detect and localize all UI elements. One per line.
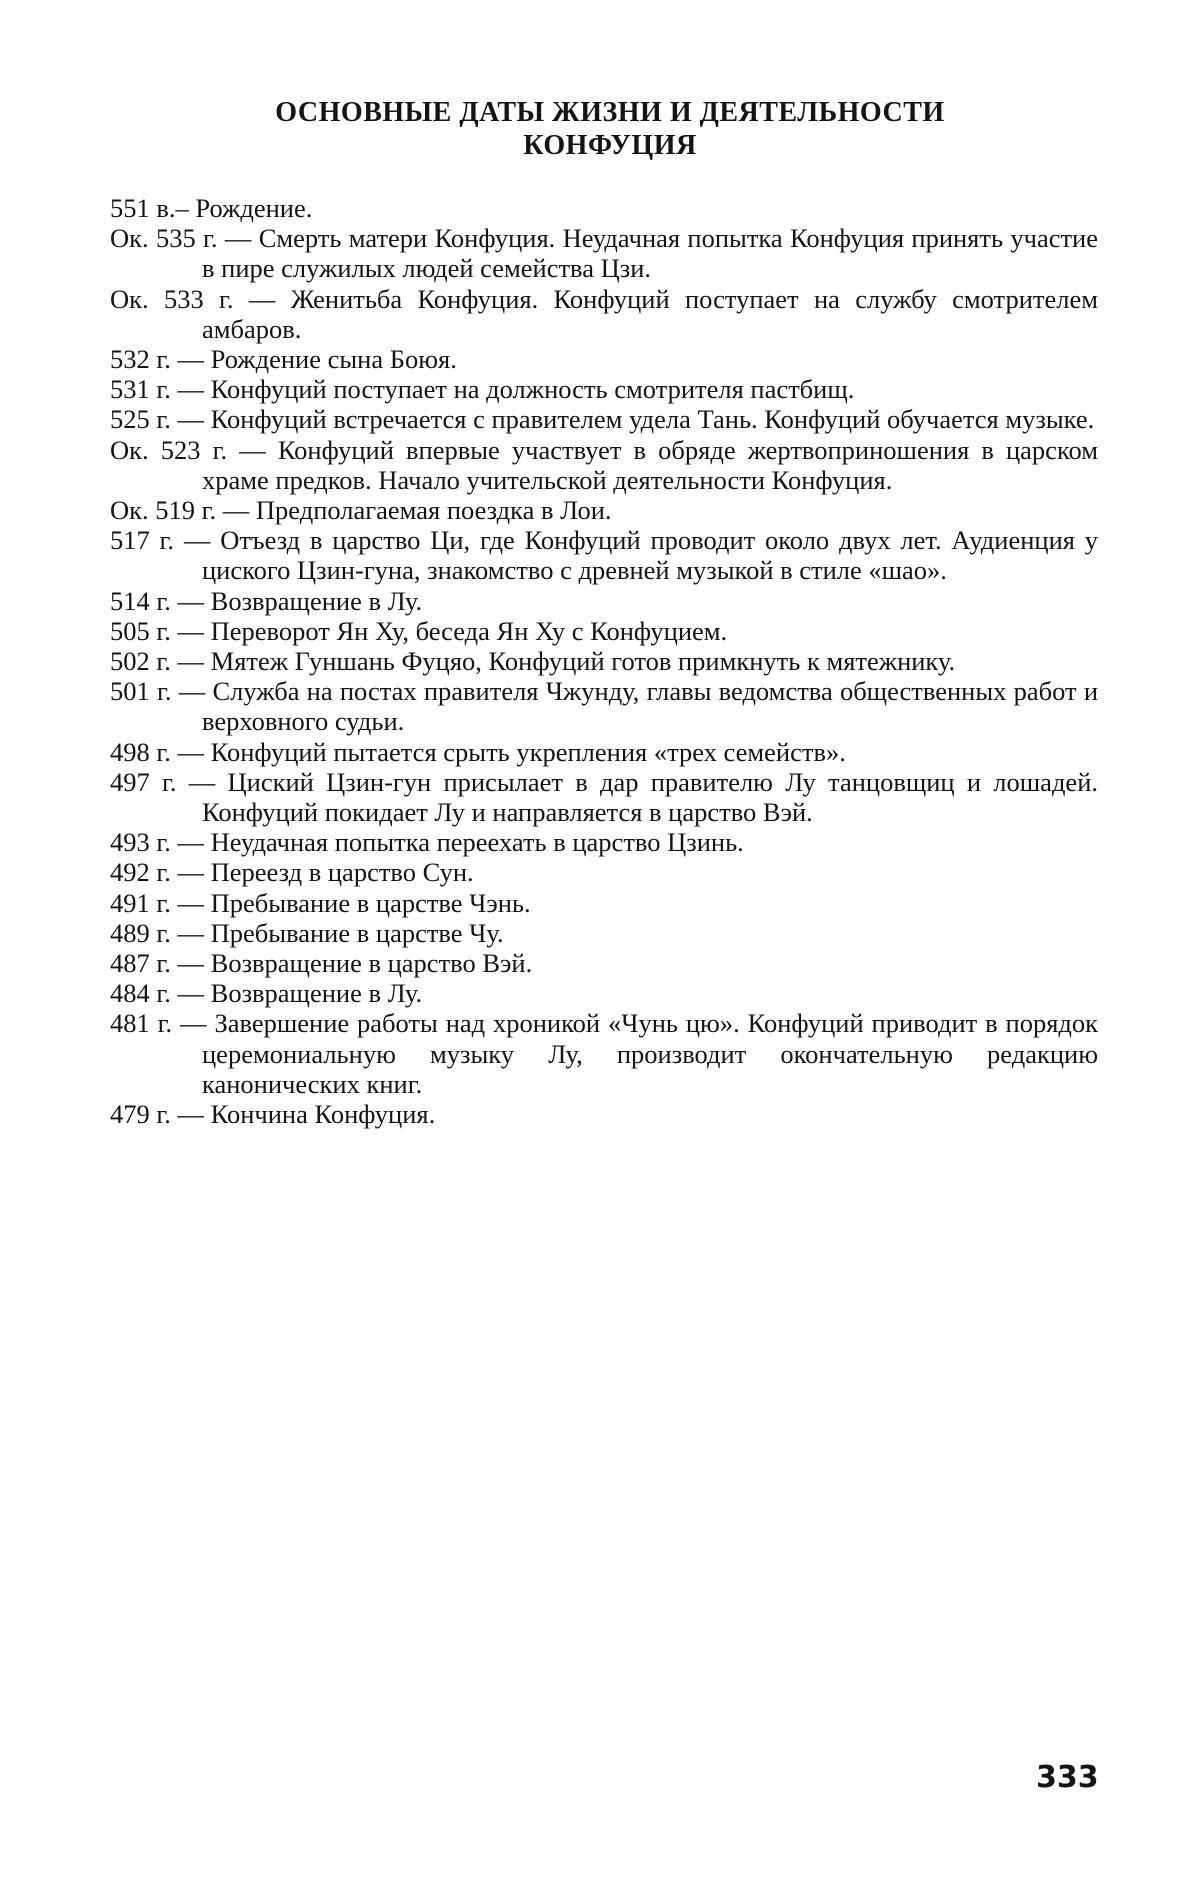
entry-dash: — [171,404,211,434]
chronology-entry [110,495,1098,525]
entry-dash: — [171,1099,211,1129]
entry-dash: — [171,948,211,978]
chronology-entry [110,404,1098,434]
entry-date: 505 г. [110,616,171,646]
chronology-list [110,193,1098,1129]
chronology-entry [110,646,1098,676]
entry-dash: — [216,495,256,525]
entry-dash: — [171,374,211,404]
chapter-title-line-1: ОСНОВНЫЕ ДАТЫ ЖИЗНИ И ДЕЯТЕЛЬНОСТИ [170,96,1050,129]
entry-text: Конфуций впервые участвует в обряде жертвоприношения в царском храме предков. Начало учительской деятельности Конфуция. [202,435,1098,495]
entry-date: Ок. 523 г. [110,435,227,465]
chronology-entry [110,344,1098,374]
entry-date: 493 г. [110,827,171,857]
chronology-entry [110,284,1098,344]
entry-text: Женитьба Конфуция. Конфуций поступает на службу смотрителем амбаров. [202,284,1098,344]
entry-dash: — [171,344,211,374]
entry-text: Конфуций поступает на должность смотрителя пастбищ. [211,374,855,404]
entry-dash: — [171,888,211,918]
entry-date: 531 г. [110,374,171,404]
entry-dash: — [171,586,211,616]
entry-date: 532 г. [110,344,171,374]
page-number: 333 [1036,1760,1099,1795]
entry-text: Предполагаемая поездка в Лои. [256,495,612,525]
entry-dash: — [171,918,211,948]
entry-date: 497 г. [110,767,177,797]
chronology-entry [110,1099,1098,1129]
entry-date: 502 г. [110,646,171,676]
chronology-entry [110,978,1098,1008]
chronology-entry [110,888,1098,918]
chronology-entry [110,827,1098,857]
entry-dash: — [171,827,211,857]
entry-text: Возвращение в Лу. [211,586,423,616]
entry-date: 492 г. [110,857,171,887]
chronology-entry [110,676,1098,736]
entry-text: Возвращение в Лу. [211,978,423,1008]
chronology-entry [110,918,1098,948]
entry-date: 501 г. [110,676,171,706]
entry-dash: — [177,767,228,797]
chronology-entry [110,948,1098,978]
entry-text: Рождение сына Боюя. [211,344,457,374]
entry-dash: — [174,525,220,555]
entry-date: 484 г. [110,978,171,1008]
entry-text: Пребывание в царстве Чэнь. [211,888,531,918]
entry-date: 489 г. [110,918,171,948]
chronology-entry [110,857,1098,887]
chronology-entry [110,193,1098,223]
entry-dash: — [171,857,211,887]
entry-text: Неудачная попытка переехать в царство Цзинь. [211,827,744,857]
entry-date: 487 г. [110,948,171,978]
entry-text: Пребывание в царстве Чу. [211,918,504,948]
chapter-title-line-2: КОНФУЦИЯ [170,129,1050,162]
entry-text: Отъезд в царство Ци, где Конфуций проводит около двух лет. Аудиенция у циского Цзин-гуна, знакомство с древней музыкой в стиле «шао». [202,525,1098,585]
chronology-entry [110,737,1098,767]
entry-text: Кончина Конфуция. [211,1099,436,1129]
book-page [0,0,1200,1888]
entry-dash: — [171,616,211,646]
chronology-entry [110,586,1098,616]
entry-dash: — [171,737,211,767]
entry-text: Смерть матери Конфуция. Неудачная попытка Конфуция принять участие в пире служилых людей семейства Цзи. [202,223,1098,283]
entry-date: Ок. 533 г. [110,284,234,314]
entry-dash: – [176,193,196,223]
entry-dash: — [171,978,211,1008]
entry-date: 479 г. [110,1099,171,1129]
entry-date: 517 г. [110,525,174,555]
entry-date: 498 г. [110,737,171,767]
chapter-title [170,96,1050,162]
entry-text: Конфуций встречается с правителем удела Тань. Конфуций обучается музыке. [211,404,1095,434]
entry-text: Рождение. [195,193,312,223]
entry-date: Ок. 519 г. [110,495,216,525]
entry-date: 481 г. [110,1008,172,1038]
chronology-entry [110,374,1098,404]
entry-text: Возвращение в царство Вэй. [211,948,533,978]
entry-dash: — [218,223,259,253]
chronology-entry [110,223,1098,283]
entry-dash: — [171,676,212,706]
entry-text: Циский Цзин-гун присылает в дар правителю Лу танцовщиц и лошадей. Конфуций покидает Лу и направляется в царство Вэй. [202,767,1098,827]
entry-text: Завершение работы над хроникой «Чунь цю». Конфуций приводит в порядок церемониальную музыку Лу, производит окончательную редакцию канонических книг. [202,1008,1098,1098]
entry-text: Мятеж Гуншань Фуцяо, Конфуций готов примкнуть к мятежнику. [211,646,956,676]
entry-date: 551 в. [110,193,176,223]
chronology-entry [110,525,1098,585]
chronology-entry [110,1008,1098,1099]
entry-date: 491 г. [110,888,171,918]
entry-dash: — [227,435,278,465]
entry-text: Переворот Ян Ху, беседа Ян Ху с Конфуцием. [211,616,728,646]
entry-dash: — [172,1008,214,1038]
entry-text: Конфуций пытается срыть укрепления «трех семейств». [211,737,846,767]
entry-dash: — [234,284,291,314]
entry-dash: — [171,646,211,676]
entry-date: 525 г. [110,404,171,434]
entry-date: 514 г. [110,586,171,616]
entry-date: Ок. 535 г. [110,223,218,253]
entry-text: Служба на постах правителя Чжунду, главы ведомства общественных работ и верховного судьи. [202,676,1098,736]
entry-text: Переезд в царство Сун. [211,857,474,887]
chronology-entry [110,616,1098,646]
chronology-entry [110,767,1098,827]
chronology-entry [110,435,1098,495]
